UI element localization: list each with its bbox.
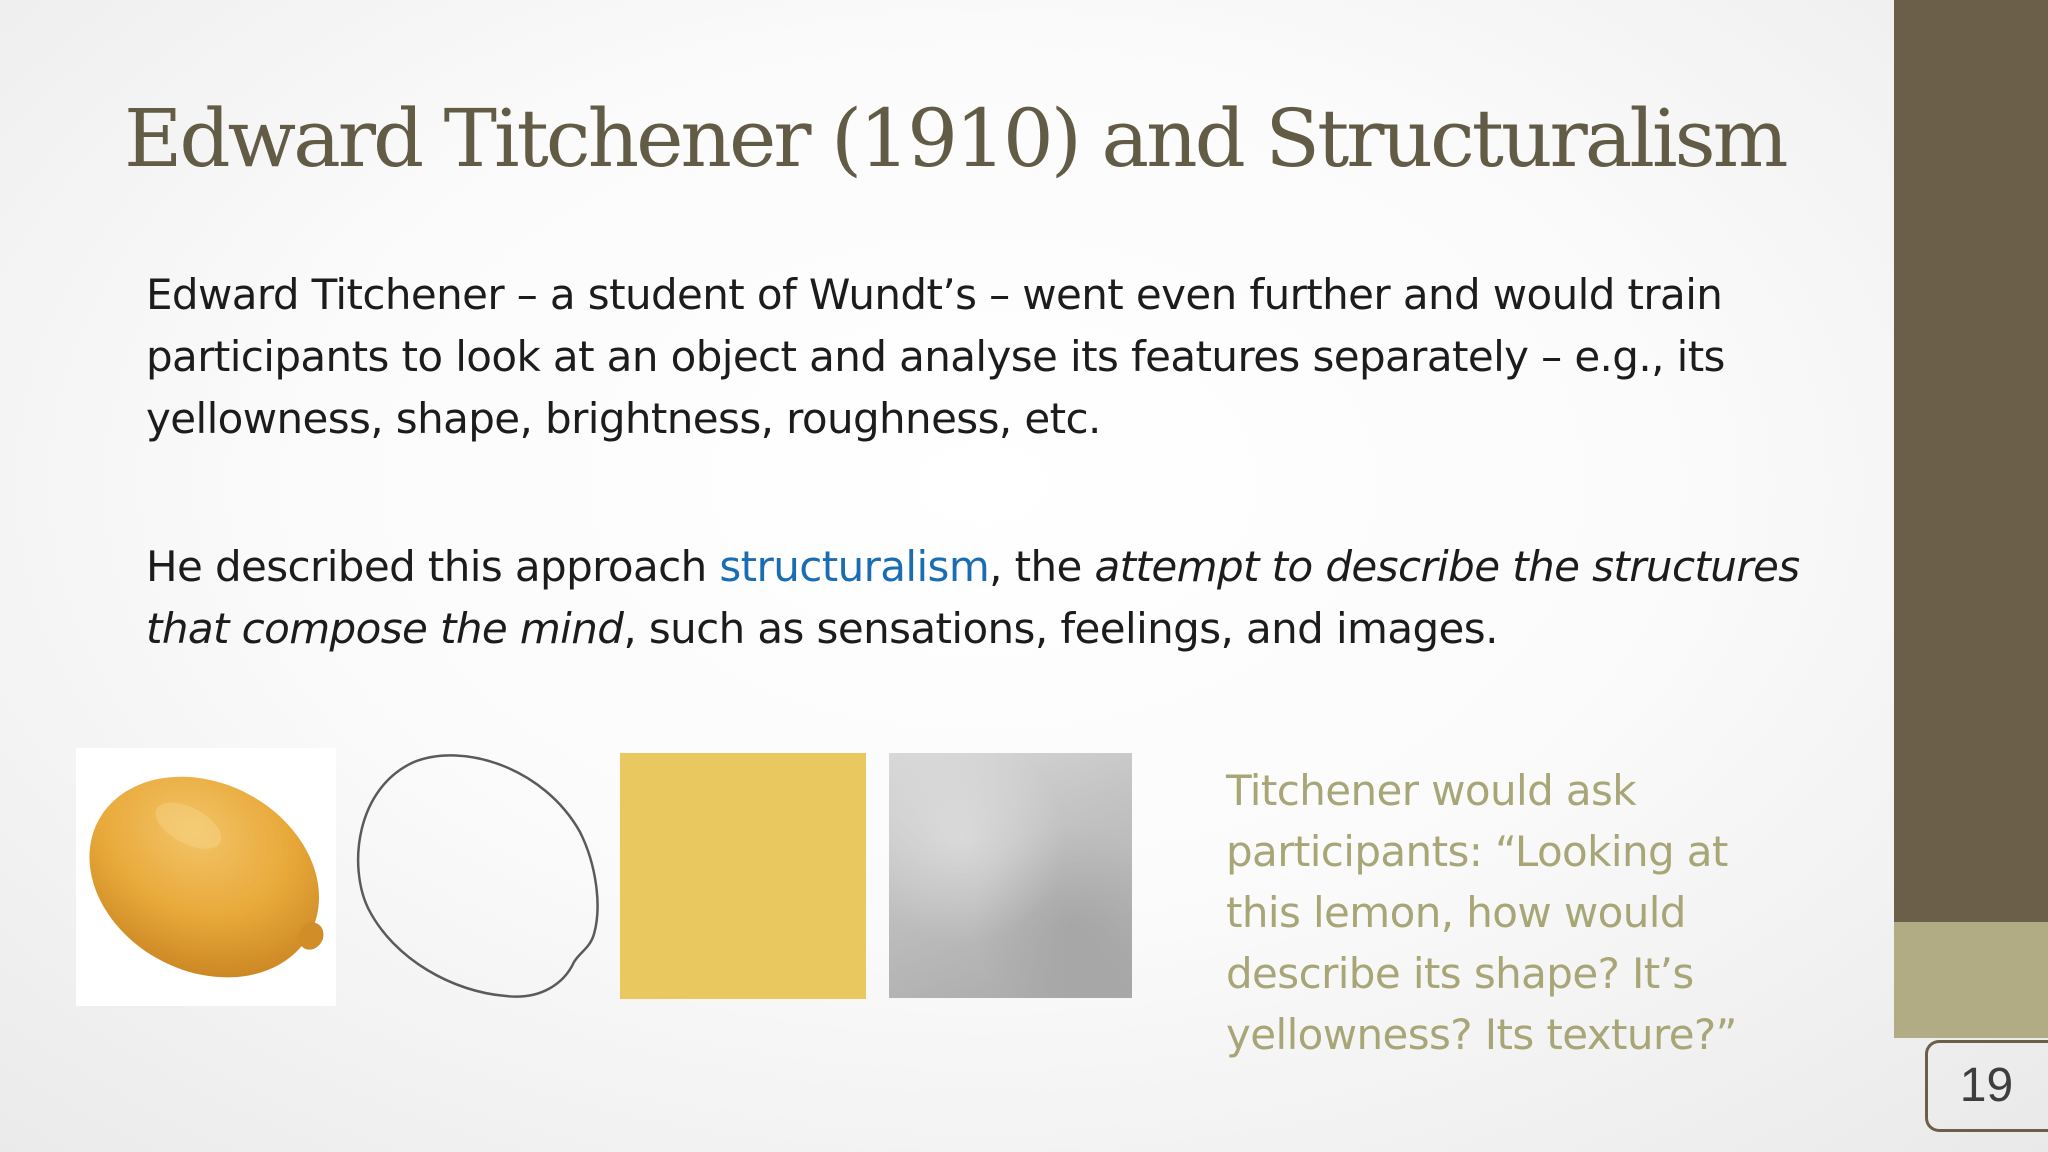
text-after: , such as sensations, feelings, and images. <box>623 604 1498 653</box>
yellow-color-swatch <box>620 753 866 999</box>
lemon-photo-svg <box>76 748 336 1006</box>
side-bar <box>1894 0 2048 922</box>
structuralism-link[interactable]: structuralism <box>719 542 990 591</box>
page-number: 19 <box>1959 1059 2014 1112</box>
side-accent-bar <box>1894 922 2048 1038</box>
text-before-term: He described this approach <box>146 542 720 591</box>
lemon-outline-svg <box>344 748 608 1006</box>
caption-text: Titchener would ask participants: “Looking at this lemon, how would describe its shape? It’s yellowness? Its texture?” <box>1226 766 1737 1059</box>
paragraph-intro: Edward Titchener – a student of Wundt’s – went even further and would train participants to look at an object and analyse its features separately – e.g., its yellowness, shape, brightness, roughness, etc. <box>146 270 1725 443</box>
slide-title: Edward Titchener (1910) and Structuralism <box>124 92 1786 185</box>
grey-texture-swatch <box>889 753 1132 998</box>
text-between: , the <box>989 542 1095 591</box>
lemon-photo <box>76 748 336 1006</box>
paragraph-structuralism <box>146 536 1826 660</box>
lemon-outline-drawing <box>344 748 608 1006</box>
structuralism-definition: attempt to describe the structures that compose the mind <box>146 542 1800 653</box>
